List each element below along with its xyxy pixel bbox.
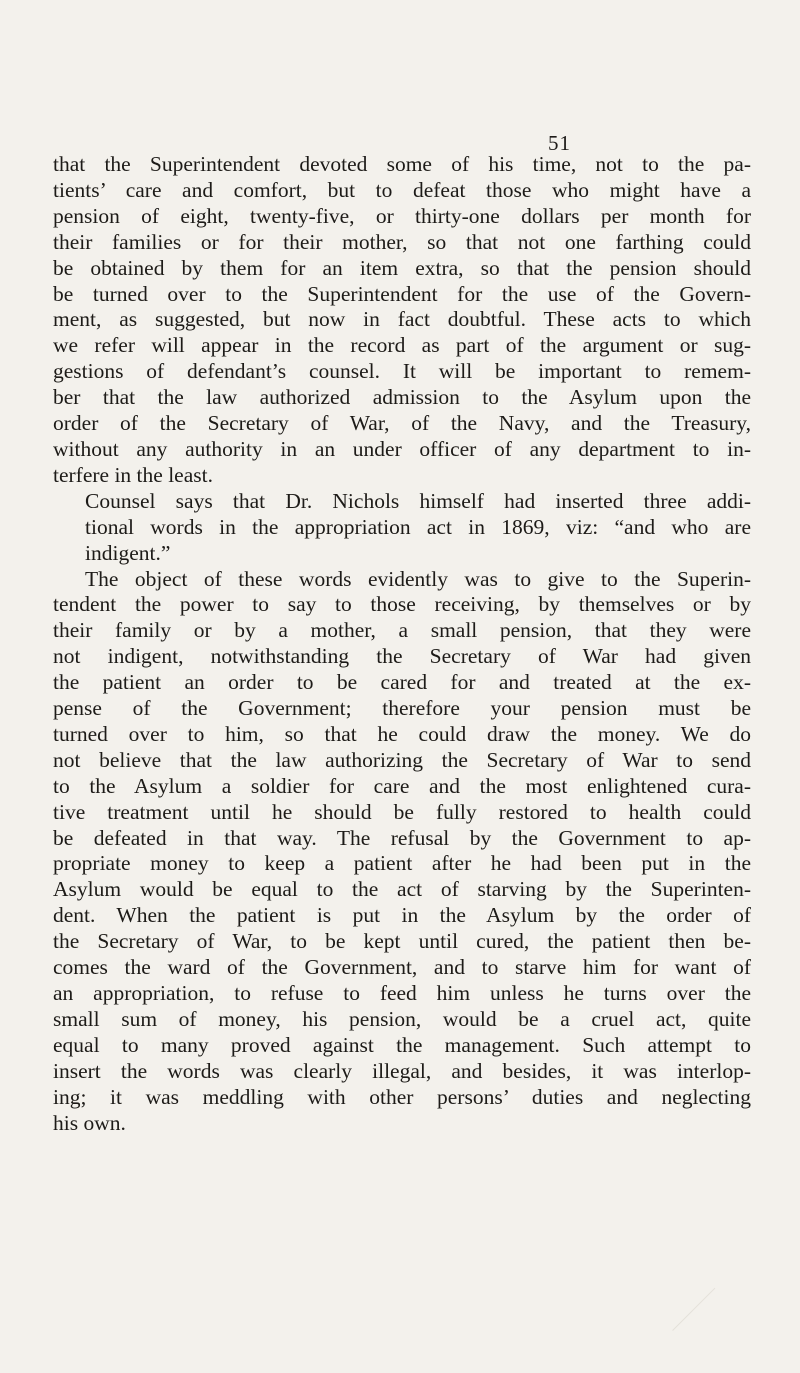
text-line: dent. When the patient is put in the Asylum by the order of (53, 903, 751, 928)
text-line: small sum of money, his pension, would be a cruel act, quite (53, 1006, 751, 1031)
text-line: not believe that the law authorizing the Secretary of War to send (53, 747, 751, 772)
text-line: ber that the law authorized admission to the Asylum upon the (53, 385, 751, 410)
text-line: be obtained by them for an item extra, so that the pension should (53, 255, 751, 280)
text-line: without any authority in an under officer of any department to in- (53, 436, 751, 461)
text-line: the patient an order to be cared for and treated at the ex- (53, 670, 751, 695)
text-line: we refer will appear in the record as part of the argument or sug- (53, 333, 751, 358)
text-line: be defeated in that way. The refusal by the Government to ap- (53, 825, 751, 850)
text-line: Counsel says that Dr. Nichols himself had inserted three addi- (85, 488, 751, 513)
text-line: not indigent, notwithstanding the Secretary of War had given (53, 644, 751, 669)
page-number: 51 (548, 131, 571, 155)
paper-crease-mark (672, 1288, 758, 1373)
text-line: to the Asylum a soldier for care and the most enlightened cura- (53, 773, 751, 798)
text-line: pense of the Government; therefore your pension must be (53, 696, 751, 721)
paragraph-1 (53, 152, 751, 489)
text-line: that the Superintendent devoted some of his time, not to the pa- (53, 152, 751, 176)
text-line: tendent the power to say to those receiving, by themselves or by (53, 592, 751, 617)
text-line: indigent.” (85, 540, 171, 565)
text-line: Asylum would be equal to the act of starving by the Superinten- (53, 877, 751, 902)
body-text (53, 152, 751, 1136)
text-line: an appropriation, to refuse to feed him unless he turns over the (53, 981, 751, 1005)
text-line: tients’ care and comfort, but to defeat those who might have a (53, 177, 751, 202)
text-line: the Secretary of War, to be kept until cured, the patient then be- (53, 929, 751, 954)
text-line: equal to many proved against the management. Such attempt to (53, 1032, 751, 1057)
text-line: turned over to him, so that he could draw the money. We do (53, 721, 751, 746)
text-line: insert the words was clearly illegal, and besides, it was interlop- (53, 1058, 751, 1083)
text-line: ing; it was meddling with other persons’ duties and neglecting (53, 1084, 751, 1109)
text-line: propriate money to keep a patient after he had been put in the (53, 851, 751, 876)
text-line: comes the ward of the Government, and to starve him for want of (53, 955, 751, 980)
text-line: their families or for their mother, so that not one farthing could (53, 229, 751, 254)
paragraph-2 (53, 489, 751, 567)
text-line: be turned over to the Superintendent for the use of the Govern- (53, 281, 751, 306)
text-line: his own. (53, 1110, 126, 1135)
text-line: pension of eight, twenty-five, or thirty-one dollars per month for (53, 203, 751, 228)
text-line: tional words in the appropriation act in 1869, viz: “and who are (85, 514, 751, 539)
text-line: order of the Secretary of War, of the Navy, and the Treasury, (53, 411, 751, 436)
text-line: tive treatment until he should be fully restored to health could (53, 799, 751, 824)
paragraph-3 (53, 567, 751, 1137)
text-line: terfere in the least. (53, 462, 213, 487)
text-line: The object of these words evidently was to give to the Superin- (85, 566, 751, 591)
text-line: gestions of defendant’s counsel. It will be important to remem- (53, 359, 751, 384)
text-line: their family or by a mother, a small pension, that they were (53, 618, 751, 643)
text-line: ment, as suggested, but now in fact doubtful. These acts to which (53, 307, 751, 332)
